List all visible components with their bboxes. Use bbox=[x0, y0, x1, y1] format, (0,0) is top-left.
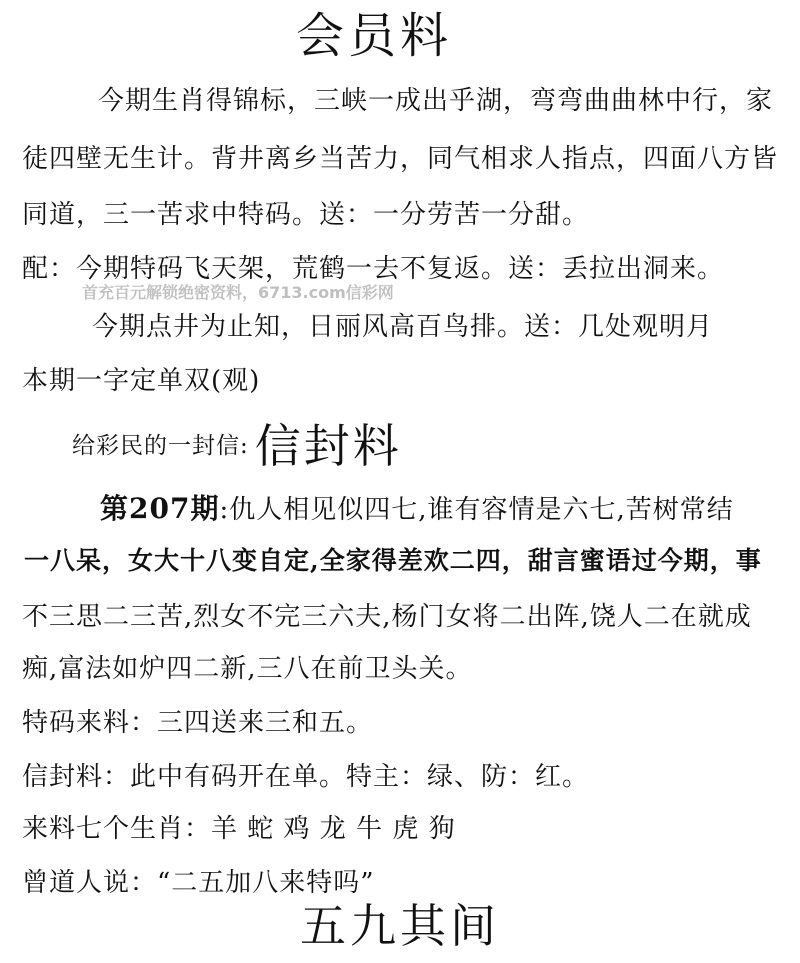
quote-line: 曾道人说：“二五加八来特吗” bbox=[22, 868, 375, 898]
pei-line: 配：今期特码飞天架，荒鹤一去不复返。送：丢拉出洞来。 bbox=[22, 254, 725, 284]
para2-line: 今期点井为止知，日丽风高百鸟排。送：几处观明月 bbox=[92, 312, 714, 342]
letter-title: 信封料 bbox=[254, 419, 402, 473]
para1-line1: 今期生肖得锦标，三峡一成出乎湖，弯弯曲曲林中行，家 bbox=[98, 86, 774, 116]
poem-line1-text: :仇人相见似四七,谁有容情是六七,苦树常结 bbox=[219, 495, 734, 525]
poem-line1 bbox=[100, 492, 734, 527]
zodiac-line: 来料七个生肖：羊 蛇 鸡 龙 牛 虎 狗 bbox=[22, 814, 456, 844]
letter-prefix: 给彩民的一封信: bbox=[72, 433, 249, 459]
page-title: 会员料 bbox=[296, 8, 453, 64]
bottom-title: 五九其间 bbox=[300, 899, 500, 953]
single-double-line: 本期一字定单双(观) bbox=[22, 366, 261, 396]
period-label: 第207期 bbox=[100, 492, 220, 525]
watermark-text: 首充百元解锁绝密资料，6713.com信彩网 bbox=[82, 283, 394, 302]
letter-heading bbox=[72, 419, 402, 473]
poem-line3: 不三思二三苦,烈女不完三六夫,杨门女将二出阵,饶人二在就成 bbox=[22, 602, 752, 632]
envelope-note-line: 信封料：此中有码开在单。特主：绿、防：红。 bbox=[22, 762, 590, 792]
poem-line4: 痴,富法如炉四二新,三八在前卫头关。 bbox=[22, 654, 473, 684]
para1-line3: 同道，三一苦求中特码。送：一分劳苦一分甜。 bbox=[22, 200, 590, 230]
para1-line2: 徒四壁无生计。背井离乡当苦力，同气相求人指点，四面八方皆 bbox=[22, 144, 779, 174]
poem-line2: 一八呆，女大十八变自定,全家得差欢二四，甜言蜜语过今期，事 bbox=[24, 546, 762, 575]
special-source-line: 特码来料：三四送来三和五。 bbox=[22, 708, 374, 738]
